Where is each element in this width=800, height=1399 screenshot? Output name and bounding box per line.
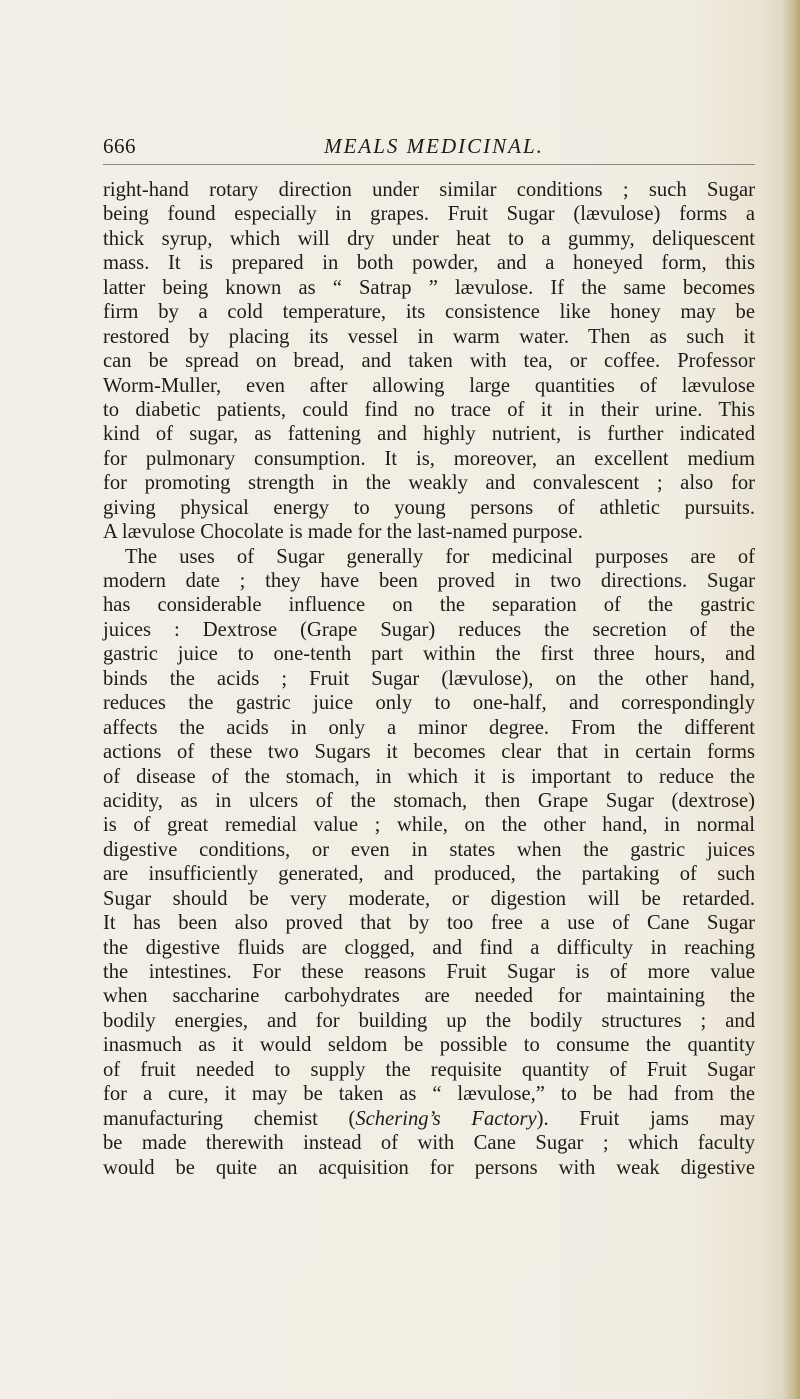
page-header bbox=[103, 128, 755, 165]
text-line: Sugar should be very moderate, or digestion will be retarded. bbox=[103, 887, 755, 910]
text-line bbox=[103, 1107, 755, 1131]
text-line: for pulmonary consumption. It is, moreover, an excellent medium bbox=[103, 447, 755, 470]
text-line: actions of these two Sugars it becomes clear that in certain forms bbox=[103, 741, 755, 764]
text-line: firm by a cold temperature, its consistence like honey may be bbox=[103, 301, 755, 324]
text-line: inasmuch as it would seldom be possible to consume the quantity bbox=[103, 1034, 755, 1057]
text-line: would be quite an acquisition for persons with weak digestive bbox=[103, 1156, 755, 1179]
text-line: being found especially in grapes. Fruit Sugar (lævulose) forms a bbox=[103, 203, 755, 226]
text-line: the digestive fluids are clogged, and find a difficulty in reaching bbox=[103, 936, 755, 959]
text-line: restored by placing its vessel in warm water. Then as such it bbox=[103, 325, 755, 348]
text-line: It has been also proved that by too free a use of Cane Sugar bbox=[103, 912, 755, 935]
text-line: A lævulose Chocolate is made for the last-named purpose. bbox=[103, 521, 583, 544]
text-line: thick syrup, which will dry under heat to a gummy, deliquescent bbox=[103, 227, 755, 250]
text-line: is of great remedial value ; while, on the other hand, in normal bbox=[103, 814, 755, 837]
text-line: giving physical energy to young persons of athletic pursuits. bbox=[103, 496, 755, 519]
text-line: gastric juice to one-tenth part within the first three hours, and bbox=[103, 643, 755, 666]
text-line: digestive conditions, or even in states when the gastric juices bbox=[103, 838, 755, 861]
text-line: has considerable influence on the separation of the gastric bbox=[103, 594, 755, 617]
text-line: reduces the gastric juice only to one-half, and correspondingly bbox=[103, 692, 755, 715]
text-line: when saccharine carbohydrates are needed for maintaining the bbox=[103, 985, 755, 1008]
text-line: right-hand rotary direction under similar conditions ; such Sugar bbox=[103, 179, 755, 201]
text-line: kind of sugar, as fattening and highly nutrient, is further indicated bbox=[103, 423, 755, 446]
text-line: be made therewith instead of with Cane Sugar ; which faculty bbox=[103, 1132, 755, 1155]
text-segment: manufacturing chemist ( bbox=[103, 1107, 356, 1130]
text-line: of disease of the stomach, in which it is important to reduce the bbox=[103, 765, 755, 788]
text-line: binds the acids ; Fruit Sugar (lævulose), on the other hand, bbox=[103, 667, 755, 690]
text-line: juices : Dextrose (Grape Sugar) reduces the secretion of the bbox=[103, 618, 755, 641]
page-number: 666 bbox=[103, 134, 136, 158]
running-head: MEALS MEDICINAL. bbox=[324, 134, 544, 158]
text-line: latter being known as “ Satrap ” lævulose. If the same becomes bbox=[103, 276, 755, 299]
italic-reference: Schering’s Factory bbox=[355, 1107, 537, 1130]
text-line: The uses of Sugar generally for medicinal purposes are of bbox=[125, 545, 755, 568]
page-edge-shading bbox=[782, 0, 800, 1399]
text-line: of fruit needed to supply the requisite quantity of Fruit Sugar bbox=[103, 1058, 755, 1081]
text-line: acidity, as in ulcers of the stomach, then Grape Sugar (dextrose) bbox=[103, 789, 755, 812]
text-line: to diabetic patients, could find no trace of it in their urine. This bbox=[103, 398, 755, 421]
text-line: affects the acids in only a minor degree. From the different bbox=[103, 716, 755, 739]
text-line: are insufficiently generated, and produced, the partaking of such bbox=[103, 863, 755, 886]
body-text bbox=[103, 178, 755, 1180]
text-line: bodily energies, and for building up the bodily structures ; and bbox=[103, 1009, 755, 1032]
text-line: can be spread on bread, and taken with tea, or coffee. Professor bbox=[103, 350, 755, 373]
text-line: the intestines. For these reasons Fruit Sugar is of more value bbox=[103, 961, 755, 983]
text-segment: ). Fruit jams may bbox=[536, 1107, 756, 1130]
text-line: mass. It is prepared in both powder, and a honeyed form, this bbox=[103, 252, 755, 275]
text-line: for a cure, it may be taken as “ lævulose,” to be had from the bbox=[103, 1083, 755, 1106]
text-line: modern date ; they have been proved in two directions. Sugar bbox=[103, 570, 755, 592]
text-line: Worm-Muller, even after allowing large quantities of lævulose bbox=[103, 374, 755, 397]
text-line: for promoting strength in the weakly and convalescent ; also for bbox=[103, 472, 755, 495]
